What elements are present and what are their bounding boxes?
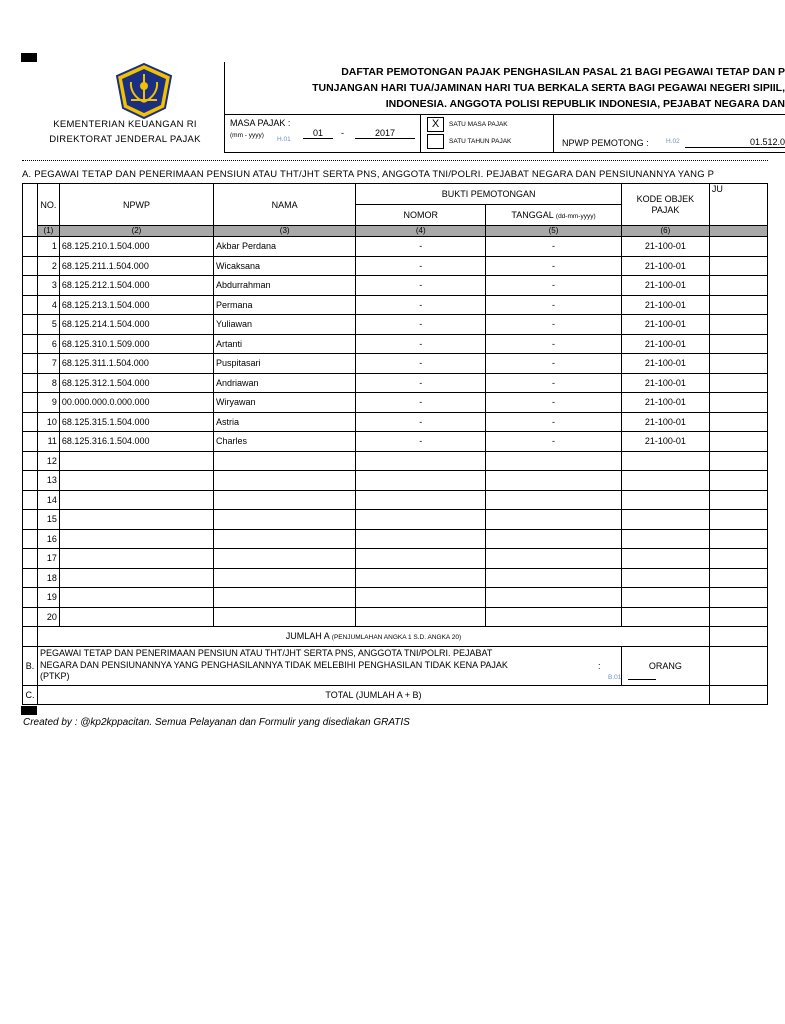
table-row xyxy=(23,549,768,569)
row-nomor[interactable] xyxy=(356,568,486,588)
separator xyxy=(22,160,768,161)
table-row xyxy=(23,529,768,549)
row-no: 5 xyxy=(37,315,59,335)
row-nama[interactable]: Puspitasari xyxy=(214,354,356,374)
row-kode[interactable]: 21-100-01 xyxy=(621,412,709,432)
row-kode[interactable]: 21-100-01 xyxy=(621,237,709,257)
col-number xyxy=(709,226,767,237)
row-npwp[interactable] xyxy=(59,588,213,608)
row-tanggal[interactable] xyxy=(486,529,622,549)
row-jumlah[interactable] xyxy=(709,334,767,354)
row-no: 1 xyxy=(37,237,59,257)
row-kode[interactable]: 21-100-01 xyxy=(621,256,709,276)
row-npwp[interactable] xyxy=(59,471,213,491)
row-nama[interactable] xyxy=(214,510,356,530)
row-nomor[interactable]: - xyxy=(356,237,486,257)
table-row xyxy=(23,354,768,374)
section-b-row xyxy=(23,646,768,685)
gutter-cell xyxy=(23,237,38,257)
row-npwp[interactable] xyxy=(59,549,213,569)
satu-masa-pajak-label: SATU MASA PAJAK xyxy=(449,121,508,128)
row-no: 3 xyxy=(37,276,59,296)
row-jumlah[interactable] xyxy=(709,315,767,335)
col-number: (3) xyxy=(214,226,356,237)
left-gutter xyxy=(23,184,38,237)
jumlah-a-note: (PENJUMLAHAN ANGKA 1 S.D. ANGKA 20) xyxy=(331,634,462,642)
row-jumlah[interactable] xyxy=(709,568,767,588)
row-npwp[interactable]: 68.125.312.1.504.000 xyxy=(59,373,213,393)
row-nomor[interactable] xyxy=(356,490,486,510)
row-tanggal[interactable] xyxy=(486,549,622,569)
jumlah-a-text: JUMLAH A xyxy=(285,631,330,642)
row-tanggal[interactable]: - xyxy=(486,432,622,452)
col-header-jumlah: JU xyxy=(709,184,767,226)
row-no: 13 xyxy=(37,471,59,491)
row-nomor[interactable] xyxy=(356,588,486,608)
row-jumlah[interactable] xyxy=(709,529,767,549)
satu-tahun-pajak-checkbox[interactable] xyxy=(427,134,444,149)
masa-pajak-format: (mm - yyyy) xyxy=(230,132,264,139)
gutter-cell xyxy=(23,471,38,491)
row-no: 19 xyxy=(37,588,59,608)
row-kode[interactable]: 21-100-01 xyxy=(621,276,709,296)
col-header-no: NO. xyxy=(37,184,59,226)
row-kode[interactable] xyxy=(621,529,709,549)
gutter-cell xyxy=(23,588,38,608)
masa-pajak-label: MASA PAJAK : xyxy=(230,118,291,128)
row-no: 7 xyxy=(37,354,59,374)
section-b-line1: PEGAWAI TETAP DAN PENERIMAAN PENSIUN ATAU THT/JHT SERTA PNS, ANGGOTA TNI/POLRI. PEJABAT xyxy=(39,648,493,659)
col-header-tanggal-label: TANGGAL xyxy=(511,210,554,220)
row-npwp[interactable]: 68.125.310.1.509.000 xyxy=(59,334,213,354)
row-npwp[interactable]: 68.125.316.1.504.000 xyxy=(59,432,213,452)
row-jumlah[interactable] xyxy=(709,237,767,257)
col-header-tanggal-format: (dd-mm-yyyy) xyxy=(555,213,596,220)
table-row xyxy=(23,256,768,276)
row-no: 2 xyxy=(37,256,59,276)
col-number: (1) xyxy=(37,226,59,237)
row-jumlah[interactable] xyxy=(709,276,767,296)
gutter-cell xyxy=(23,510,38,530)
jumlah-a-row xyxy=(23,627,768,647)
gutter-cell xyxy=(23,373,38,393)
table-row xyxy=(23,393,768,413)
row-no: 20 xyxy=(37,607,59,627)
table-row xyxy=(23,315,768,335)
row-nama[interactable] xyxy=(214,607,356,627)
row-npwp[interactable] xyxy=(59,607,213,627)
row-tanggal[interactable] xyxy=(486,490,622,510)
row-nomor[interactable] xyxy=(356,510,486,530)
row-tanggal[interactable] xyxy=(486,588,622,608)
row-tanggal[interactable]: - xyxy=(486,295,622,315)
row-tanggal[interactable] xyxy=(486,607,622,627)
row-nomor[interactable]: - xyxy=(356,432,486,452)
col-header-nama: NAMA xyxy=(214,184,356,226)
row-tanggal[interactable]: - xyxy=(486,334,622,354)
row-kode[interactable] xyxy=(621,471,709,491)
masa-pajak-separator: - xyxy=(341,128,344,138)
row-nama[interactable] xyxy=(214,451,356,471)
section-b-colon: : xyxy=(597,660,601,671)
table-row xyxy=(23,568,768,588)
row-nama[interactable]: Abdurrahman xyxy=(214,276,356,296)
row-kode[interactable] xyxy=(621,588,709,608)
gutter-cell xyxy=(23,393,38,413)
table-header-row xyxy=(23,184,768,205)
row-nama[interactable] xyxy=(214,549,356,569)
row-nama[interactable]: Yuliawan xyxy=(214,315,356,335)
col-number: (6) xyxy=(621,226,709,237)
table-row xyxy=(23,588,768,608)
gutter-cell xyxy=(23,315,38,335)
table-row xyxy=(23,432,768,452)
jumlah-a-value[interactable] xyxy=(709,627,767,647)
gutter-cell xyxy=(23,432,38,452)
row-kode[interactable]: 21-100-01 xyxy=(621,334,709,354)
row-nama[interactable]: Andriawan xyxy=(214,373,356,393)
gutter-cell xyxy=(23,334,38,354)
table-row xyxy=(23,471,768,491)
table-row xyxy=(23,295,768,315)
table-row xyxy=(23,334,768,354)
row-jumlah[interactable] xyxy=(709,256,767,276)
row-npwp[interactable]: 00.000.000.0.000.000 xyxy=(59,393,213,413)
gutter-cell xyxy=(23,549,38,569)
masa-pajak-month[interactable]: 01 xyxy=(303,128,333,139)
section-b-line2: NEGARA DAN PENSIUNANNYA YANG PENGHASILANNYA TIDAK MELEBIHI PENGHASILAN TIDAK KENA PAJAK xyxy=(39,659,508,670)
form-title xyxy=(224,62,785,115)
col-header-kode xyxy=(621,184,709,226)
column-number-row xyxy=(23,226,768,237)
row-nama[interactable]: Permana xyxy=(214,295,356,315)
row-nama[interactable]: Charles xyxy=(214,432,356,452)
col-header-nomor: NOMOR xyxy=(356,205,486,226)
row-kode[interactable]: 21-100-01 xyxy=(621,354,709,374)
total-row xyxy=(23,685,768,705)
gutter-cell xyxy=(23,354,38,374)
row-nama[interactable]: Artanti xyxy=(214,334,356,354)
row-no: 4 xyxy=(37,295,59,315)
gutter-cell xyxy=(23,529,38,549)
row-tanggal[interactable]: - xyxy=(486,237,622,257)
row-npwp[interactable]: 68.125.213.1.504.000 xyxy=(59,295,213,315)
col-header-kode-line1: KODE OBJEK xyxy=(636,193,695,204)
col-header-bukti: BUKTI PEMOTONGAN xyxy=(356,184,622,205)
gutter-cell xyxy=(23,568,38,588)
gutter-cell xyxy=(23,412,38,432)
row-npwp[interactable] xyxy=(59,529,213,549)
row-tanggal[interactable] xyxy=(486,471,622,491)
row-tanggal[interactable]: - xyxy=(486,393,622,413)
row-nomor[interactable]: - xyxy=(356,393,486,413)
section-b-label: B. xyxy=(23,646,38,685)
row-nama[interactable] xyxy=(214,471,356,491)
table-row xyxy=(23,607,768,627)
section-c-label: C. xyxy=(23,685,38,705)
row-nama[interactable] xyxy=(214,568,356,588)
row-no: 11 xyxy=(37,432,59,452)
table-row xyxy=(23,237,768,257)
masa-pajak-year[interactable]: 2017 xyxy=(355,128,415,139)
row-nama[interactable] xyxy=(214,529,356,549)
row-kode[interactable] xyxy=(621,549,709,569)
row-npwp[interactable]: 68.125.211.1.504.000 xyxy=(59,256,213,276)
kemenkeu-logo xyxy=(113,62,175,120)
table-row xyxy=(23,490,768,510)
row-no: 16 xyxy=(37,529,59,549)
row-jumlah[interactable] xyxy=(709,393,767,413)
section-b-unit: ORANG xyxy=(621,646,709,685)
divider xyxy=(553,114,554,152)
row-tanggal[interactable] xyxy=(486,451,622,471)
gutter-cell xyxy=(23,256,38,276)
satu-masa-pajak-checkbox[interactable]: X xyxy=(427,117,444,132)
row-jumlah[interactable] xyxy=(709,432,767,452)
total-value[interactable] xyxy=(709,685,767,705)
row-npwp[interactable]: 68.125.214.1.504.000 xyxy=(59,315,213,335)
section-a-title: A. PEGAWAI TETAP DAN PENERIMAAN PENSIUN ATAU THT/JHT SERTA PNS, ANGGOTA TNI/POLRI. PEJABAT NEGARA DAN PENSIUNANNYA YANG P xyxy=(22,169,715,180)
row-no: 18 xyxy=(37,568,59,588)
table-row xyxy=(23,412,768,432)
row-nama[interactable]: Akbar Perdana xyxy=(214,237,356,257)
row-no: 6 xyxy=(37,334,59,354)
row-kode[interactable]: 21-100-01 xyxy=(621,393,709,413)
row-jumlah[interactable] xyxy=(709,412,767,432)
row-nama[interactable]: Wicaksana xyxy=(214,256,356,276)
divider xyxy=(420,114,421,152)
row-no: 14 xyxy=(37,490,59,510)
row-nama[interactable]: Astria xyxy=(214,412,356,432)
row-npwp[interactable]: 68.125.311.1.504.000 xyxy=(59,354,213,374)
jumlah-a-label xyxy=(37,627,709,647)
row-no: 17 xyxy=(37,549,59,569)
row-tanggal[interactable]: - xyxy=(486,276,622,296)
row-tanggal[interactable]: - xyxy=(486,354,622,374)
ministry-name: KEMENTERIAN KEUANGAN RI xyxy=(53,119,197,130)
row-jumlah[interactable] xyxy=(709,588,767,608)
total-label: TOTAL (JUMLAH A + B) xyxy=(37,685,709,705)
row-nama[interactable]: Wiryawan xyxy=(214,393,356,413)
row-jumlah[interactable] xyxy=(709,510,767,530)
row-nama[interactable] xyxy=(214,588,356,608)
created-by-note: Created by : @kp2kppacitan. Semua Pelayanan dan Formulir yang disediakan GRATIS xyxy=(23,717,410,728)
row-no: 10 xyxy=(37,412,59,432)
row-nomor[interactable]: - xyxy=(356,373,486,393)
col-header-kode-line2: PAJAK xyxy=(651,204,680,215)
row-kode[interactable] xyxy=(621,607,709,627)
row-jumlah[interactable] xyxy=(709,490,767,510)
section-b-code: B.01 xyxy=(607,673,622,681)
table-row xyxy=(23,451,768,471)
row-nomor[interactable] xyxy=(356,471,486,491)
row-nama[interactable] xyxy=(214,490,356,510)
row-kode[interactable] xyxy=(621,568,709,588)
row-tanggal[interactable]: - xyxy=(486,315,622,335)
row-jumlah[interactable] xyxy=(709,451,767,471)
row-kode[interactable]: 21-100-01 xyxy=(621,373,709,393)
section-b-value[interactable] xyxy=(709,646,767,685)
row-nomor[interactable] xyxy=(356,607,486,627)
npwp-pemotong-value[interactable]: 01.512.0 xyxy=(685,137,785,148)
row-no: 8 xyxy=(37,373,59,393)
row-jumlah[interactable] xyxy=(709,607,767,627)
row-jumlah[interactable] xyxy=(709,373,767,393)
row-tanggal[interactable] xyxy=(486,568,622,588)
row-jumlah[interactable] xyxy=(709,549,767,569)
col-header-npwp: NPWP xyxy=(59,184,213,226)
row-kode[interactable] xyxy=(621,510,709,530)
row-tanggal[interactable]: - xyxy=(486,373,622,393)
row-nomor[interactable]: - xyxy=(356,315,486,335)
gutter-cell xyxy=(23,451,38,471)
masa-pajak-code: H.01 xyxy=(277,136,291,143)
table-row xyxy=(23,373,768,393)
table-row xyxy=(23,510,768,530)
row-kode[interactable]: 21-100-01 xyxy=(621,315,709,335)
npwp-pemotong-label: NPWP PEMOTONG : xyxy=(562,138,649,148)
npwp-pemotong-code: H.02 xyxy=(666,138,680,145)
footer-marker xyxy=(21,706,37,715)
row-nomor[interactable]: - xyxy=(356,256,486,276)
row-no: 12 xyxy=(37,451,59,471)
row-npwp[interactable]: 68.125.212.1.504.000 xyxy=(59,276,213,296)
row-kode[interactable] xyxy=(621,490,709,510)
title-line-1: DAFTAR PEMOTONGAN PAJAK PENGHASILAN PASAL 21 BAGI PEGAWAI TETAP DAN P xyxy=(341,66,785,78)
satu-tahun-pajak-label: SATU TAHUN PAJAK xyxy=(449,138,512,145)
row-nomor[interactable] xyxy=(356,451,486,471)
col-number: (2) xyxy=(59,226,213,237)
row-npwp[interactable] xyxy=(59,451,213,471)
row-tanggal[interactable]: - xyxy=(486,256,622,276)
title-line-3: INDONESIA. ANGGOTA POLISI REPUBLIK INDONESIA, PEJABAT NEGARA DAN xyxy=(385,98,785,110)
row-jumlah[interactable] xyxy=(709,295,767,315)
row-nomor[interactable] xyxy=(356,529,486,549)
row-tanggal[interactable] xyxy=(486,510,622,530)
row-kode[interactable]: 21-100-01 xyxy=(621,295,709,315)
table-row xyxy=(23,276,768,296)
row-jumlah[interactable] xyxy=(709,354,767,374)
row-no: 15 xyxy=(37,510,59,530)
row-nomor[interactable]: - xyxy=(356,334,486,354)
row-nomor[interactable]: - xyxy=(356,276,486,296)
row-npwp[interactable] xyxy=(59,510,213,530)
row-tanggal[interactable]: - xyxy=(486,412,622,432)
row-nomor[interactable]: - xyxy=(356,354,486,374)
directorate-name: DIREKTORAT JENDERAL PAJAK xyxy=(49,134,201,145)
section-b-count-input[interactable] xyxy=(628,669,656,680)
col-number: (4) xyxy=(356,226,486,237)
row-npwp[interactable] xyxy=(59,490,213,510)
col-header-tanggal xyxy=(486,205,622,226)
row-nomor[interactable]: - xyxy=(356,412,486,432)
row-npwp[interactable]: 68.125.210.1.504.000 xyxy=(59,237,213,257)
gutter-cell xyxy=(23,627,38,647)
form-info-row xyxy=(224,114,785,153)
col-number: (5) xyxy=(486,226,622,237)
gutter-cell xyxy=(23,276,38,296)
row-npwp[interactable]: 68.125.315.1.504.000 xyxy=(59,412,213,432)
row-no: 9 xyxy=(37,393,59,413)
pemotongan-table xyxy=(22,183,768,705)
section-b-text xyxy=(37,646,621,685)
gutter-cell xyxy=(23,490,38,510)
title-line-2: TUNJANGAN HARI TUA/JAMINAN HARI TUA BERKALA SERTA BAGI PEGAWAI NEGERI SIPIIL, xyxy=(312,82,785,94)
gutter-cell xyxy=(23,607,38,627)
row-npwp[interactable] xyxy=(59,568,213,588)
row-jumlah[interactable] xyxy=(709,471,767,491)
row-nomor[interactable] xyxy=(356,549,486,569)
row-kode[interactable] xyxy=(621,451,709,471)
row-kode[interactable]: 21-100-01 xyxy=(621,432,709,452)
gutter-cell xyxy=(23,295,38,315)
row-nomor[interactable]: - xyxy=(356,295,486,315)
corner-marker xyxy=(21,53,37,62)
section-b-line3: (PTKP) xyxy=(39,671,70,682)
